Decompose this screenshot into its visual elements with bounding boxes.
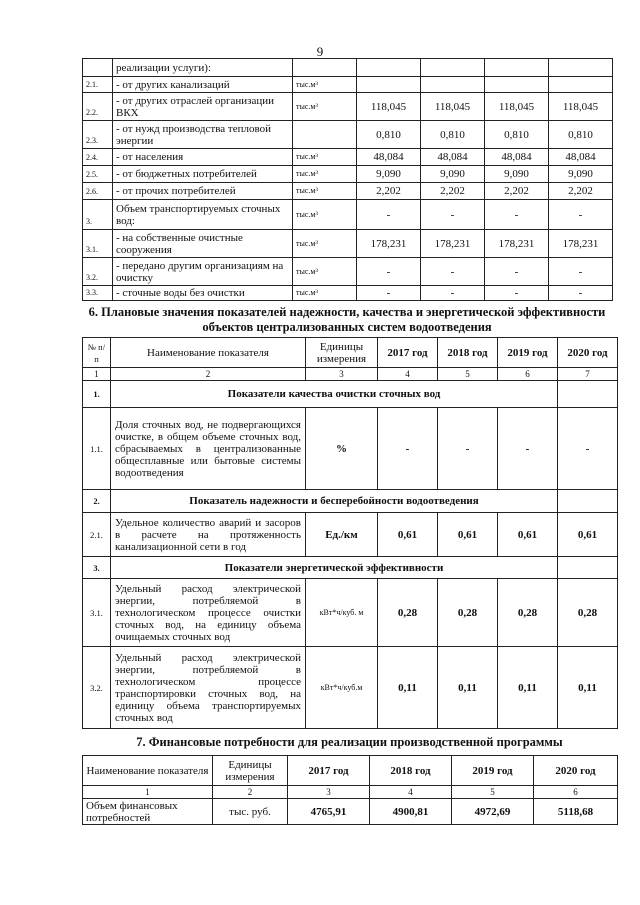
header-2019: 2019 год [498, 338, 558, 368]
value-2020: 0,11 [558, 647, 618, 729]
row-name: реализации услуги): [113, 59, 293, 77]
row-number: 3. [83, 200, 113, 230]
header-unit: Единицы измерения [213, 756, 288, 786]
col-number: 4 [378, 368, 438, 381]
header-2018: 2018 год [438, 338, 498, 368]
row-name: - от других отраслей организации ВКХ [113, 93, 293, 121]
table-row [83, 230, 613, 258]
row-unit: тыс.м³ [293, 149, 357, 166]
value-2017: 178,231 [357, 230, 421, 258]
row-unit: тыс. руб. [213, 799, 288, 825]
value-2020: 0,810 [549, 121, 613, 149]
row-name: - сточные воды без очистки [113, 286, 293, 301]
row-name: Доля сточных вод, не подвергающихся очистке, в общем объеме сточных вод, сбрасываемых в централизованные общесплавные или бытовые системы водоотведения [111, 408, 306, 490]
row-number: 2.2. [83, 93, 113, 121]
value-2019: 9,090 [485, 166, 549, 183]
section-row [83, 381, 618, 408]
row-name: - от прочих потребителей [113, 183, 293, 200]
row-number: 2.3. [83, 121, 113, 149]
row-name: - передано другим организациям на очистку [113, 258, 293, 286]
section-row [83, 557, 618, 579]
value-2017: 0,28 [378, 579, 438, 647]
table-row [83, 513, 618, 557]
row-name: Объем транспортируемых сточных вод: [113, 200, 293, 230]
table-row [83, 799, 618, 825]
row-unit: тыс.м³ [293, 183, 357, 200]
table-row [83, 647, 618, 729]
value-2018: 178,231 [421, 230, 485, 258]
column-number-row [83, 786, 618, 799]
table-row [83, 579, 618, 647]
value-2018 [421, 77, 485, 93]
section-number: 1. [83, 381, 111, 408]
indicators-table [82, 337, 618, 729]
value-2017: 118,045 [357, 93, 421, 121]
wastewater-volume-table [82, 58, 613, 301]
table-row [83, 121, 613, 149]
header-name: Наименование показателя [111, 338, 306, 368]
col-number: 2 [213, 786, 288, 799]
value-2020: 178,231 [549, 230, 613, 258]
value-2018: - [421, 286, 485, 301]
header-2019: 2019 год [452, 756, 534, 786]
value-2018: 0,61 [438, 513, 498, 557]
value-2017: 4765,91 [288, 799, 370, 825]
row-name: - от бюджетных потребителей [113, 166, 293, 183]
value-2019: 4972,69 [452, 799, 534, 825]
table-row [83, 149, 613, 166]
value-2018: - [438, 408, 498, 490]
col-number: 2 [111, 368, 306, 381]
row-number: 2.1. [83, 513, 111, 557]
section-7-heading: 7. Финансовые потребности для реализации производственной программы [136, 735, 563, 749]
row-name: - от нужд производства тепловой энергии [113, 121, 293, 149]
section-title: Показатель надежности и бесперебойности водоотведения [111, 490, 558, 513]
value-2019: 2,202 [485, 183, 549, 200]
value-2019: 178,231 [485, 230, 549, 258]
row-number: 3.2. [83, 258, 113, 286]
row-name: Удельный расход электрической энергии, потребляемой в технологическом процессе очистки сточных вод, на единицу объема очищаемых сточных вод [111, 579, 306, 647]
value-2017: 0,11 [378, 647, 438, 729]
col-number: 3 [306, 368, 378, 381]
section-row [83, 490, 618, 513]
row-number: 3.1. [83, 230, 113, 258]
table-row [83, 77, 613, 93]
section-title: Показатели энергетической эффективности [111, 557, 558, 579]
value-2017: 2,202 [357, 183, 421, 200]
table-row [83, 59, 613, 77]
value-2018: 0,11 [438, 647, 498, 729]
row-unit [293, 121, 357, 149]
value-2019: - [485, 200, 549, 230]
row-number: 3.3. [83, 286, 113, 301]
value-2020: 0,61 [558, 513, 618, 557]
value-2020: 9,090 [549, 166, 613, 183]
row-unit: Ед./км [306, 513, 378, 557]
header-no: № п/п [83, 338, 111, 368]
col-number: 7 [558, 368, 618, 381]
value-2018: - [421, 200, 485, 230]
value-2019: - [485, 286, 549, 301]
row-name: - на собственные очистные сооружения [113, 230, 293, 258]
value-2017: - [357, 286, 421, 301]
col-number: 3 [288, 786, 370, 799]
value-2020 [549, 77, 613, 93]
row-name: Удельный расход электрической энергии, потребляемой в технологическом процессе транспортировки сточных вод, на единицу объема транспортируемых сточных вод [111, 647, 306, 729]
value-2018: 0,28 [438, 579, 498, 647]
value-2020: 118,045 [549, 93, 613, 121]
header-2017: 2017 год [378, 338, 438, 368]
row-unit: тыс.м³ [293, 258, 357, 286]
value-2020: - [549, 258, 613, 286]
header-2020: 2020 год [558, 338, 618, 368]
value-2018: 9,090 [421, 166, 485, 183]
col-number: 1 [83, 786, 213, 799]
page-number: 9 [316, 44, 324, 59]
value-2019: 0,28 [498, 579, 558, 647]
value-2018: 4900,81 [370, 799, 452, 825]
value-2020: - [549, 286, 613, 301]
row-number: 3.1. [83, 579, 111, 647]
value-2020: 5118,68 [534, 799, 618, 825]
col-number: 6 [498, 368, 558, 381]
value-2020: 2,202 [549, 183, 613, 200]
col-number: 5 [438, 368, 498, 381]
col-number: 5 [452, 786, 534, 799]
value-2017 [357, 77, 421, 93]
value-2019: - [485, 258, 549, 286]
value-2020: - [549, 200, 613, 230]
row-unit: тыс.м³ [293, 286, 357, 301]
header-2017: 2017 год [288, 756, 370, 786]
row-name: Удельное количество аварий и засоров в расчете на протяженность канализационной сети в год [111, 513, 306, 557]
col-number: 6 [534, 786, 618, 799]
value-2018: 118,045 [421, 93, 485, 121]
section-number: 3. [83, 557, 111, 579]
value-2019: 48,084 [485, 149, 549, 166]
table-row [83, 166, 613, 183]
value-2018: - [421, 258, 485, 286]
row-number: 1.1. [83, 408, 111, 490]
column-number-row [83, 368, 618, 381]
row-number: 2.1. [83, 77, 113, 93]
row-unit: тыс.м³ [293, 230, 357, 258]
row-number: 3.2. [83, 647, 111, 729]
header-name: Наименование показателя [83, 756, 213, 786]
value-2019: 0,810 [485, 121, 549, 149]
value-2017: 0,810 [357, 121, 421, 149]
section-title: Показатели качества очистки сточных вод [111, 381, 558, 408]
section-6-heading: 6. Плановые значения показателей надежности, качества и энергетической эффективности объектов централизованных систем водоотведения [88, 305, 606, 334]
col-number: 4 [370, 786, 452, 799]
row-unit: кВт*ч/куб.м [306, 647, 378, 729]
value-2020: - [558, 408, 618, 490]
value-2019: - [498, 408, 558, 490]
row-number: 2.5. [83, 166, 113, 183]
row-name: - от населения [113, 149, 293, 166]
header-2020: 2020 год [534, 756, 618, 786]
value-2017: 9,090 [357, 166, 421, 183]
table-header-row [83, 338, 618, 368]
section-number: 2. [83, 490, 111, 513]
row-unit: тыс.м³ [293, 93, 357, 121]
col-number: 1 [83, 368, 111, 381]
value-2020: 0,28 [558, 579, 618, 647]
header-unit: Единицы измерения [306, 338, 378, 368]
value-2017: - [357, 258, 421, 286]
row-number: 2.4. [83, 149, 113, 166]
value-2017: 48,084 [357, 149, 421, 166]
value-2017: - [357, 200, 421, 230]
table-row [83, 408, 618, 490]
table-row [83, 93, 613, 121]
value-2019 [485, 77, 549, 93]
row-unit: тыс.м³ [293, 166, 357, 183]
table-row [83, 258, 613, 286]
row-name: - от других канализаций [113, 77, 293, 93]
table-header-row [83, 756, 618, 786]
value-2020: 48,084 [549, 149, 613, 166]
table-row [83, 200, 613, 230]
value-2018: 0,810 [421, 121, 485, 149]
header-2018: 2018 год [370, 756, 452, 786]
value-2019: 0,11 [498, 647, 558, 729]
row-unit: тыс.м³ [293, 77, 357, 93]
value-2018: 48,084 [421, 149, 485, 166]
row-unit: тыс.м³ [293, 200, 357, 230]
row-unit: кВт*ч/куб. м [306, 579, 378, 647]
value-2017: - [378, 408, 438, 490]
value-2017: 0,61 [378, 513, 438, 557]
row-unit: % [306, 408, 378, 490]
value-2018: 2,202 [421, 183, 485, 200]
value-2019: 118,045 [485, 93, 549, 121]
row-number: 2.6. [83, 183, 113, 200]
table-row [83, 286, 613, 301]
table-row [83, 183, 613, 200]
row-name: Объем финансовых потребностей [83, 799, 213, 825]
value-2019: 0,61 [498, 513, 558, 557]
financial-needs-table [82, 755, 618, 825]
